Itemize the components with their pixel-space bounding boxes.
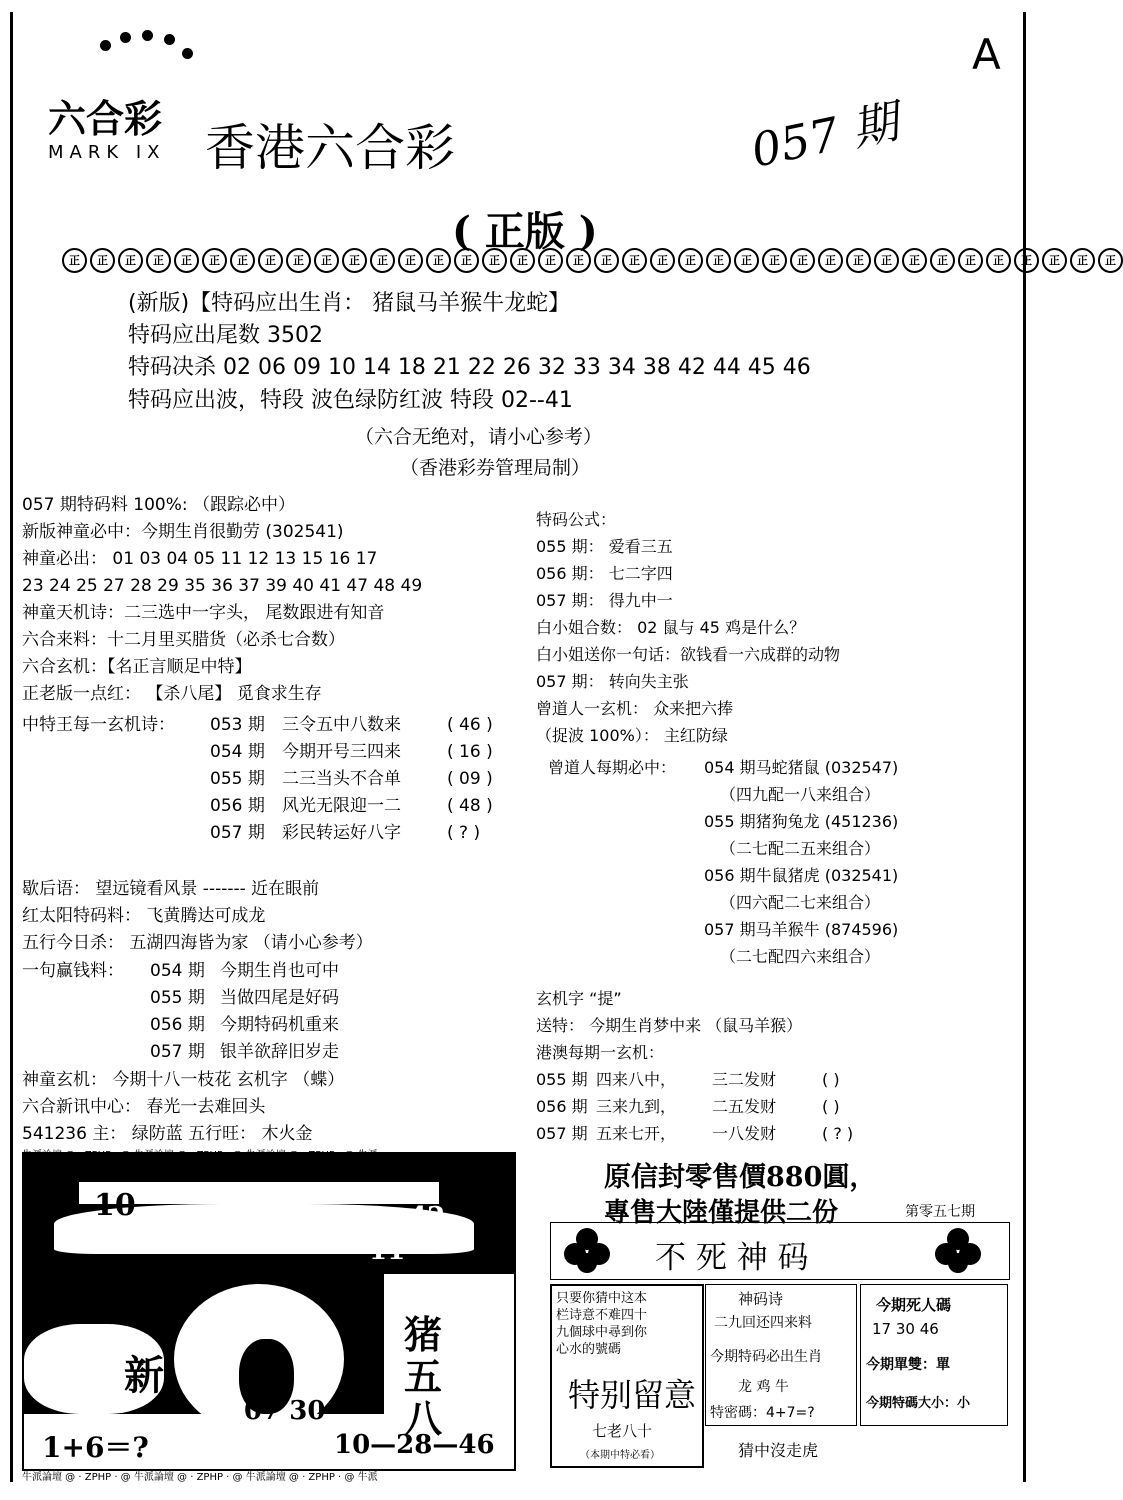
image-number-3: 11 [369,1236,406,1266]
left-line: 五行今日杀： 五湖四海皆为家 （请小心参考） [22,933,373,953]
edition-label: ( 正版 ) [452,208,598,255]
issue-number: 057 期 [746,94,904,178]
zheng-mark-icon: 正 [174,248,199,273]
watermark-bottom: 牛派論壇 @ · ZPHP · @ 牛派論壇 @ · ZPHP · @ 牛派論壇 @ · ZPHP · @ 牛派 [22,1472,378,1483]
zheng-mark-icon: 正 [1070,248,1095,273]
zeng-sub: （四六配二七来组合） [720,893,881,912]
prediction-line-4: 特码应出波，特段 波色绿防红波 特段 02--41 [128,388,573,413]
prediction-line-1: (新版)【特码应出生肖： 猪鼠马羊猴牛龙蛇】 [128,291,571,316]
zheng-mark-icon: 正 [930,248,955,273]
zheng-mark-icon: 正 [790,248,815,273]
zhongte-row: 057 期 彩民转运好八字 ( ? ) [210,823,481,843]
zheng-mark-icon: 正 [510,248,535,273]
right-line: 055 期： 爱看三五 [536,537,673,556]
yiju-row: 055 期 当做四尾是好码 [150,988,339,1008]
zheng-mark-icon: 正 [566,248,591,273]
prediction-line-3: 特码决杀 02 06 09 10 14 18 21 22 26 32 33 34 38 42 44 45 46 [128,355,811,380]
riddle-line: 栏诗意不难四十 [556,1308,648,1323]
zheng-mark-icon: 正 [482,248,507,273]
zheng-mark-icon: 正 [622,248,647,273]
left-line: 神童必出： 01 03 04 05 11 12 13 15 16 17 [22,549,378,569]
right-line: 特码公式： [536,510,617,529]
zheng-mark-icon: 正 [818,248,843,273]
flower-left-icon [564,1228,610,1274]
notice-sale: 專售大陸僅提供二份 [604,1198,839,1228]
riddle-line: 只要你猜中这本 [556,1291,648,1306]
corner-letter: A [972,30,1001,79]
watermark-top: 牛派論壇 @ · ZPHP · @ 牛派論壇 @ · ZPHP · @ 牛派論壇 @ · ZPHP · @ 牛派 [22,1150,378,1161]
zheng-mark-icon: 正 [902,248,927,273]
yiju-row: 056 期 今期特码机重来 [150,1015,339,1035]
logo-english: MARK IX [48,142,166,163]
poem-animals: 龙 鸡 牛 [738,1379,789,1395]
dead-numbers: 17 30 46 [872,1320,939,1338]
left-line: 541236 主： 绿防蓝 五行旺： 木火金 [22,1124,313,1144]
poem-code: 特密碼：4+7=? [710,1405,815,1421]
left-line: 红太阳特码料： 飞黄腾达可成龙 [22,906,266,926]
gangao-row: 057 期 五来七开， 一八发财 ( ? ) [536,1124,854,1143]
right-line: （捉波 100%）： 主红防绿 [536,726,728,745]
zhongte-table [210,712,530,847]
zeng-main: 055 期猪狗兔龙 (451236) [704,812,899,831]
yiju-row: 057 期 银羊欲辞旧岁走 [150,1042,339,1062]
mark-row [62,248,1123,273]
zheng-mark-icon: 正 [762,248,787,273]
left-column-3 [22,1067,344,1148]
left-line: 歇后语： 望远镜看风景 ------- 近在眼前 [22,879,320,899]
poem-line-2: 今期特码必出生肖 [710,1349,822,1365]
left-line: 23 24 25 27 28 29 35 36 37 39 40 41 47 48 49 [22,576,423,596]
zeng-table [704,754,898,970]
zheng-mark-icon: 正 [538,248,563,273]
notice-price: 原信封零售價880圓， [604,1162,877,1193]
right-line: 白小姐合数： 02 鼠与 45 鸡是什么？ [536,618,806,637]
zheng-mark-icon: 正 [62,248,87,273]
image-char-zhu: 猪 [404,1312,443,1357]
zeng-sub: （二七配四六来组合） [720,947,881,966]
left-line: 六合玄机：【名正言顺足中特】 [22,657,252,677]
notice-period: 第零五七期 [905,1204,975,1220]
right-column [536,506,840,749]
gangao-table [536,1066,853,1147]
zheng-mark-icon: 正 [678,248,703,273]
zheng-mark-icon: 正 [90,248,115,273]
logo-chinese: 六合彩 [48,96,163,141]
zheng-mark-icon: 正 [230,248,255,273]
special-tiny: （本期中特必看） [580,1450,660,1461]
lottery-image [22,1152,516,1471]
image-number-2: 42 [409,1202,446,1232]
prediction-line-2: 特码应出尾数 3502 [128,323,323,348]
right-line: 港澳每期一玄机： [536,1043,665,1062]
zhongte-row: 055 期 二三当头不合单 ( 09 ) [210,769,493,789]
zheng-mark-icon: 正 [398,248,423,273]
right-column-2 [536,985,802,1066]
yiju-row: 054 期 今期生肖也可中 [150,961,339,981]
special-sub: 七老八十 [592,1422,653,1440]
poem-line-1: 二九回还四来料 [714,1315,812,1331]
zheng-mark-icon: 正 [426,248,451,273]
image-char-ba: 八 [404,1396,443,1441]
zeng-sub: （四九配一八来组合） [720,785,881,804]
poem-title: 神码诗 [738,1290,784,1308]
left-line: 正老版一点红： 【杀八尾】 觅食求生存 [22,684,322,704]
image-formula: 1+6＝? [42,1431,149,1464]
left-line: 神童天机诗：二三选中一字头， 尾数跟进有知音 [22,603,385,623]
zheng-mark-icon: 正 [314,248,339,273]
right-line: 057 期： 转向失主张 [536,672,689,691]
zeng-label: 曾道人每期必中： [548,758,677,777]
left-line: 新版神童必中：今期生肖很勤劳 (302541) [22,522,344,542]
yiju-label: 一句赢钱料： [22,961,124,981]
zeng-main: 057 期马羊猴牛 (874596) [704,920,899,939]
right-line: 送特： 今期生肖梦中来 （鼠马羊猴） [536,1016,803,1035]
right-line: 057 期： 得九中一 [536,591,673,610]
zeng-main: 056 期牛鼠猪虎 (032541) [704,866,899,885]
zheng-mark-icon: 正 [846,248,871,273]
zheng-mark-icon: 正 [202,248,227,273]
zheng-mark-icon: 正 [734,248,759,273]
zheng-mark-icon: 正 [146,248,171,273]
riddle-line: 九個球中尋到你 [556,1325,648,1340]
banner-title: 不 死 神 码 [655,1240,809,1276]
flower-right-icon [935,1228,981,1274]
odd-even: 今期單雙：單 [866,1357,950,1373]
right-line: 曾道人一玄机： 众来把六捧 [536,699,734,718]
big-small: 今期特碼大小：小 [866,1396,971,1411]
left-line: 六合新讯中心： 春光一去难回头 [22,1097,266,1117]
gangao-row: 056 期 三来九到， 二五发财 ( ) [536,1097,840,1116]
image-center-numbers: 07 30 [244,1396,326,1426]
yiju-table [150,958,339,1066]
special-notice: 特别留意 [568,1376,697,1414]
dead-numbers-title: 今期死人碼 [876,1296,952,1314]
left-line: 神童玄机： 今期十八一枝花 玄机字 （蝶） [22,1070,345,1090]
left-column [22,492,422,708]
zheng-mark-icon: 正 [1042,248,1067,273]
note-2: （香港彩券管理局制） [400,457,591,479]
zheng-mark-icon: 正 [258,248,283,273]
riddle-text [556,1290,647,1358]
zheng-mark-icon: 正 [958,248,983,273]
zheng-mark-icon: 正 [1098,248,1123,273]
zhongte-row: 053 期 三令五中八数来 ( 46 ) [210,715,493,735]
riddle-line: 心水的號碼 [556,1342,622,1357]
right-line: 玄机字 “提” [536,989,622,1008]
left-line: 057 期特码料 100%: （跟踪必中） [22,495,295,515]
zheng-mark-icon: 正 [706,248,731,273]
zheng-mark-icon: 正 [650,248,675,273]
zheng-mark-icon: 正 [594,248,619,273]
image-char-wu: 五 [404,1354,443,1399]
zheng-mark-icon: 正 [454,248,479,273]
zhongte-label: 中特王每一玄机诗： [22,715,175,735]
right-line: 白小姐送你一句话：欲钱看一六成群的动物 [536,645,841,664]
image-char-xin: 新 [124,1352,164,1399]
zhongte-row: 054 期 今期开号三四来 ( 16 ) [210,742,493,762]
left-column-2 [22,876,373,957]
poem-bottom: 猜中沒走虎 [738,1441,819,1460]
zheng-mark-icon: 正 [370,248,395,273]
zhongte-row: 056 期 风光无限迎一二 ( 48 ) [210,796,493,816]
gangao-row: 055 期 四来八中， 三二发财 ( ) [536,1070,840,1089]
zeng-sub: （二七配二五来组合） [720,839,881,858]
left-line: 六合来料：十二月里买腊货（必杀七合数） [22,630,345,650]
zeng-main: 054 期马蛇猪鼠 (032547) [704,758,899,777]
zheng-mark-icon: 正 [874,248,899,273]
zheng-mark-icon: 正 [342,248,367,273]
note-1: （六合无绝对，请小心参考） [355,426,603,448]
image-bottom-numbers: 10—28—46 [334,1430,495,1460]
zheng-mark-icon: 正 [286,248,311,273]
zheng-mark-icon: 正 [118,248,143,273]
right-line: 056 期： 七二字四 [536,564,673,583]
page-title: 香港六合彩 [205,119,455,177]
image-number-1: 10 [94,1188,136,1223]
zheng-mark-icon: 正 [1014,248,1039,273]
zheng-mark-icon: 正 [986,248,1011,273]
